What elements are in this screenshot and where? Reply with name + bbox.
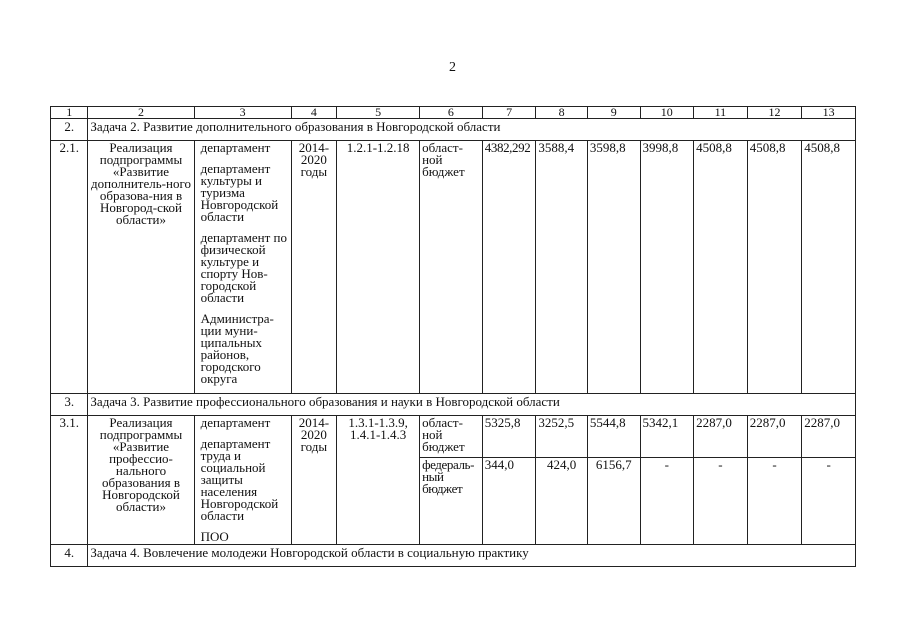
column-header: 11 [694,107,748,119]
targets-cell: 1.2.1-1.2.18 [337,141,420,394]
value-cell: 424,0 [536,458,588,545]
value-cell: 4508,8 [802,141,856,394]
column-header: 8 [536,107,588,119]
value-cell: 2287,0 [747,416,802,458]
column-header: 1 [51,107,88,119]
value-cell: - [802,458,856,545]
column-header: 6 [420,107,483,119]
executor: Администра-ции муни-ципальных районов, городского округа [200,311,274,386]
executors-cell [194,141,291,394]
value-cell: 6156,7 [587,458,640,545]
program-table [50,106,856,567]
years-cell: 2014-2020 годы [291,416,337,545]
value-cell: - [747,458,802,545]
column-header: 10 [640,107,694,119]
task-title: Задача 3. Развитие профессионального образования и науки в Новгородской области [88,394,856,416]
column-header: 13 [802,107,856,119]
executor: департамент по физической культуре и спорту Нов-городской области [200,230,287,305]
value-cell: 5325,8 [482,416,536,458]
value-cell: 2287,0 [802,416,856,458]
subprogram-name: Реализация подпрограммы «Развитие дополнитель-ного образова-ния в Новгород-ской области» [88,141,194,394]
column-header: 4 [291,107,337,119]
value-cell: 3588,4 [536,141,588,394]
value-cell: 2287,0 [694,416,748,458]
executor: департамент культуры и туризма Новгородской области [200,161,279,224]
targets-cell: 1.3.1-1.3.9, 1.4.1-1.4.3 [337,416,420,545]
value-cell: 3598,8 [587,141,640,394]
page-number: 2 [449,60,456,75]
task-row [51,119,856,141]
column-header: 12 [747,107,802,119]
funding-source: федераль-ный бюджет [420,458,483,545]
row-number: 3.1. [51,416,88,545]
funding-source: област-ной бюджет [420,141,483,394]
column-header: 9 [587,107,640,119]
value-cell: 3252,5 [536,416,588,458]
years-cell: 2014-2020 годы [291,141,337,394]
executors-cell [194,416,291,545]
funding-source: област-ной бюджет [420,416,483,458]
executor: департамент [200,415,271,430]
row-number: 2.1. [51,141,88,394]
value-cell: 4508,8 [694,141,748,394]
task-row [51,545,856,567]
task-number: 4. [51,545,88,567]
value-cell: 4508,8 [747,141,802,394]
column-header: 3 [194,107,291,119]
table-row [51,416,856,458]
subprogram-name: Реализация подпрограммы «Развитие профессио-нального образования в Новгородской области» [88,416,194,545]
value-cell: - [640,458,694,545]
task-title: Задача 2. Развитие дополнительного образования в Новгородской области [88,119,856,141]
column-header: 2 [88,107,194,119]
task-number: 2. [51,119,88,141]
header-row [51,107,856,119]
executor: департамент [200,140,271,155]
executor: департамент труда и социальной защиты населения Новгородской области [200,436,279,523]
value-cell: 344,0 [482,458,536,545]
value-cell: 3998,8 [640,141,694,394]
column-header: 7 [482,107,536,119]
task-title: Задача 4. Вовлечение молодежи Новгородской области в социальную практику [88,545,856,567]
value-cell: 5342,1 [640,416,694,458]
table-row [51,141,856,394]
task-row [51,394,856,416]
executor: ПОО [200,529,229,544]
value-cell: 5544,8 [587,416,640,458]
task-number: 3. [51,394,88,416]
column-header: 5 [337,107,420,119]
value-cell: - [694,458,748,545]
value-cell: 4382,292 [482,141,536,394]
